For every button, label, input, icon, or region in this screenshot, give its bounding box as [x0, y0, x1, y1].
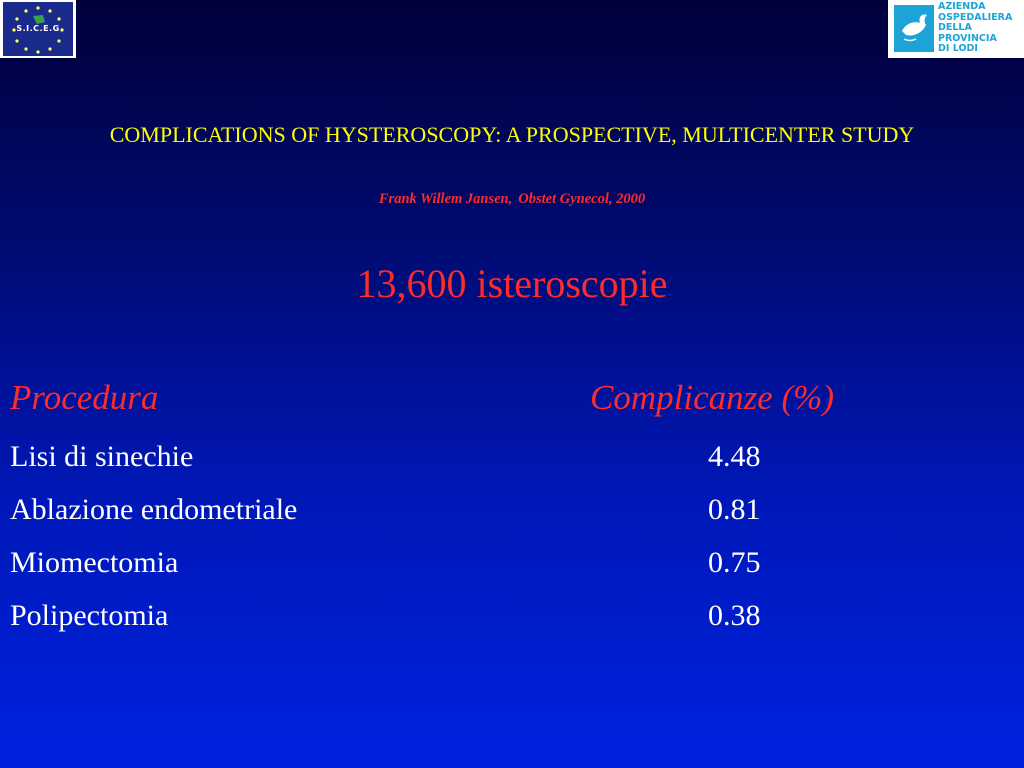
hospital-name-line: DELLA [938, 22, 972, 34]
table-row [10, 493, 1010, 533]
table-row [10, 546, 1010, 586]
citation-journal: Obstet Gynecol, 2000 [518, 191, 646, 207]
headline: 13,600 isteroscopie [356, 261, 668, 306]
sieg-logo-text: S.I.C.E.G [16, 24, 60, 33]
sieg-logo [0, 0, 76, 58]
table-row [10, 599, 1010, 639]
complication-value: 4.48 [708, 440, 761, 473]
dove-icon [894, 5, 934, 52]
complication-value: 0.38 [708, 599, 761, 632]
complications-header: Complicanze (%) [590, 378, 834, 417]
hospital-logo [888, 0, 1024, 58]
procedure-name: Ablazione endometriale [10, 493, 298, 526]
hospital-name-line: OSPEDALIERA [938, 11, 1013, 23]
hospital-name-line: AZIENDA [938, 1, 986, 12]
procedure-name: Lisi di sinechie [10, 440, 194, 473]
citation-author: Frank Willem Jansen, [378, 191, 513, 207]
complication-value: 0.81 [708, 493, 761, 526]
procedure-name: Polipectomia [10, 599, 169, 632]
procedure-header: Procedura [10, 378, 159, 417]
hospital-name-line: PROVINCIA [938, 32, 997, 44]
complication-value: 0.75 [708, 546, 761, 579]
eu-stars-badge [3, 2, 73, 56]
procedure-name: Miomectomia [10, 546, 179, 579]
hospital-name-line: DI LODI [938, 43, 978, 55]
hospital-name [938, 2, 1022, 55]
citation [0, 191, 1024, 208]
table-row [10, 440, 1010, 480]
slide-title: COMPLICATIONS OF HYSTEROSCOPY: A PROSPECTIVE, MULTICENTER STUDY [109, 122, 915, 147]
